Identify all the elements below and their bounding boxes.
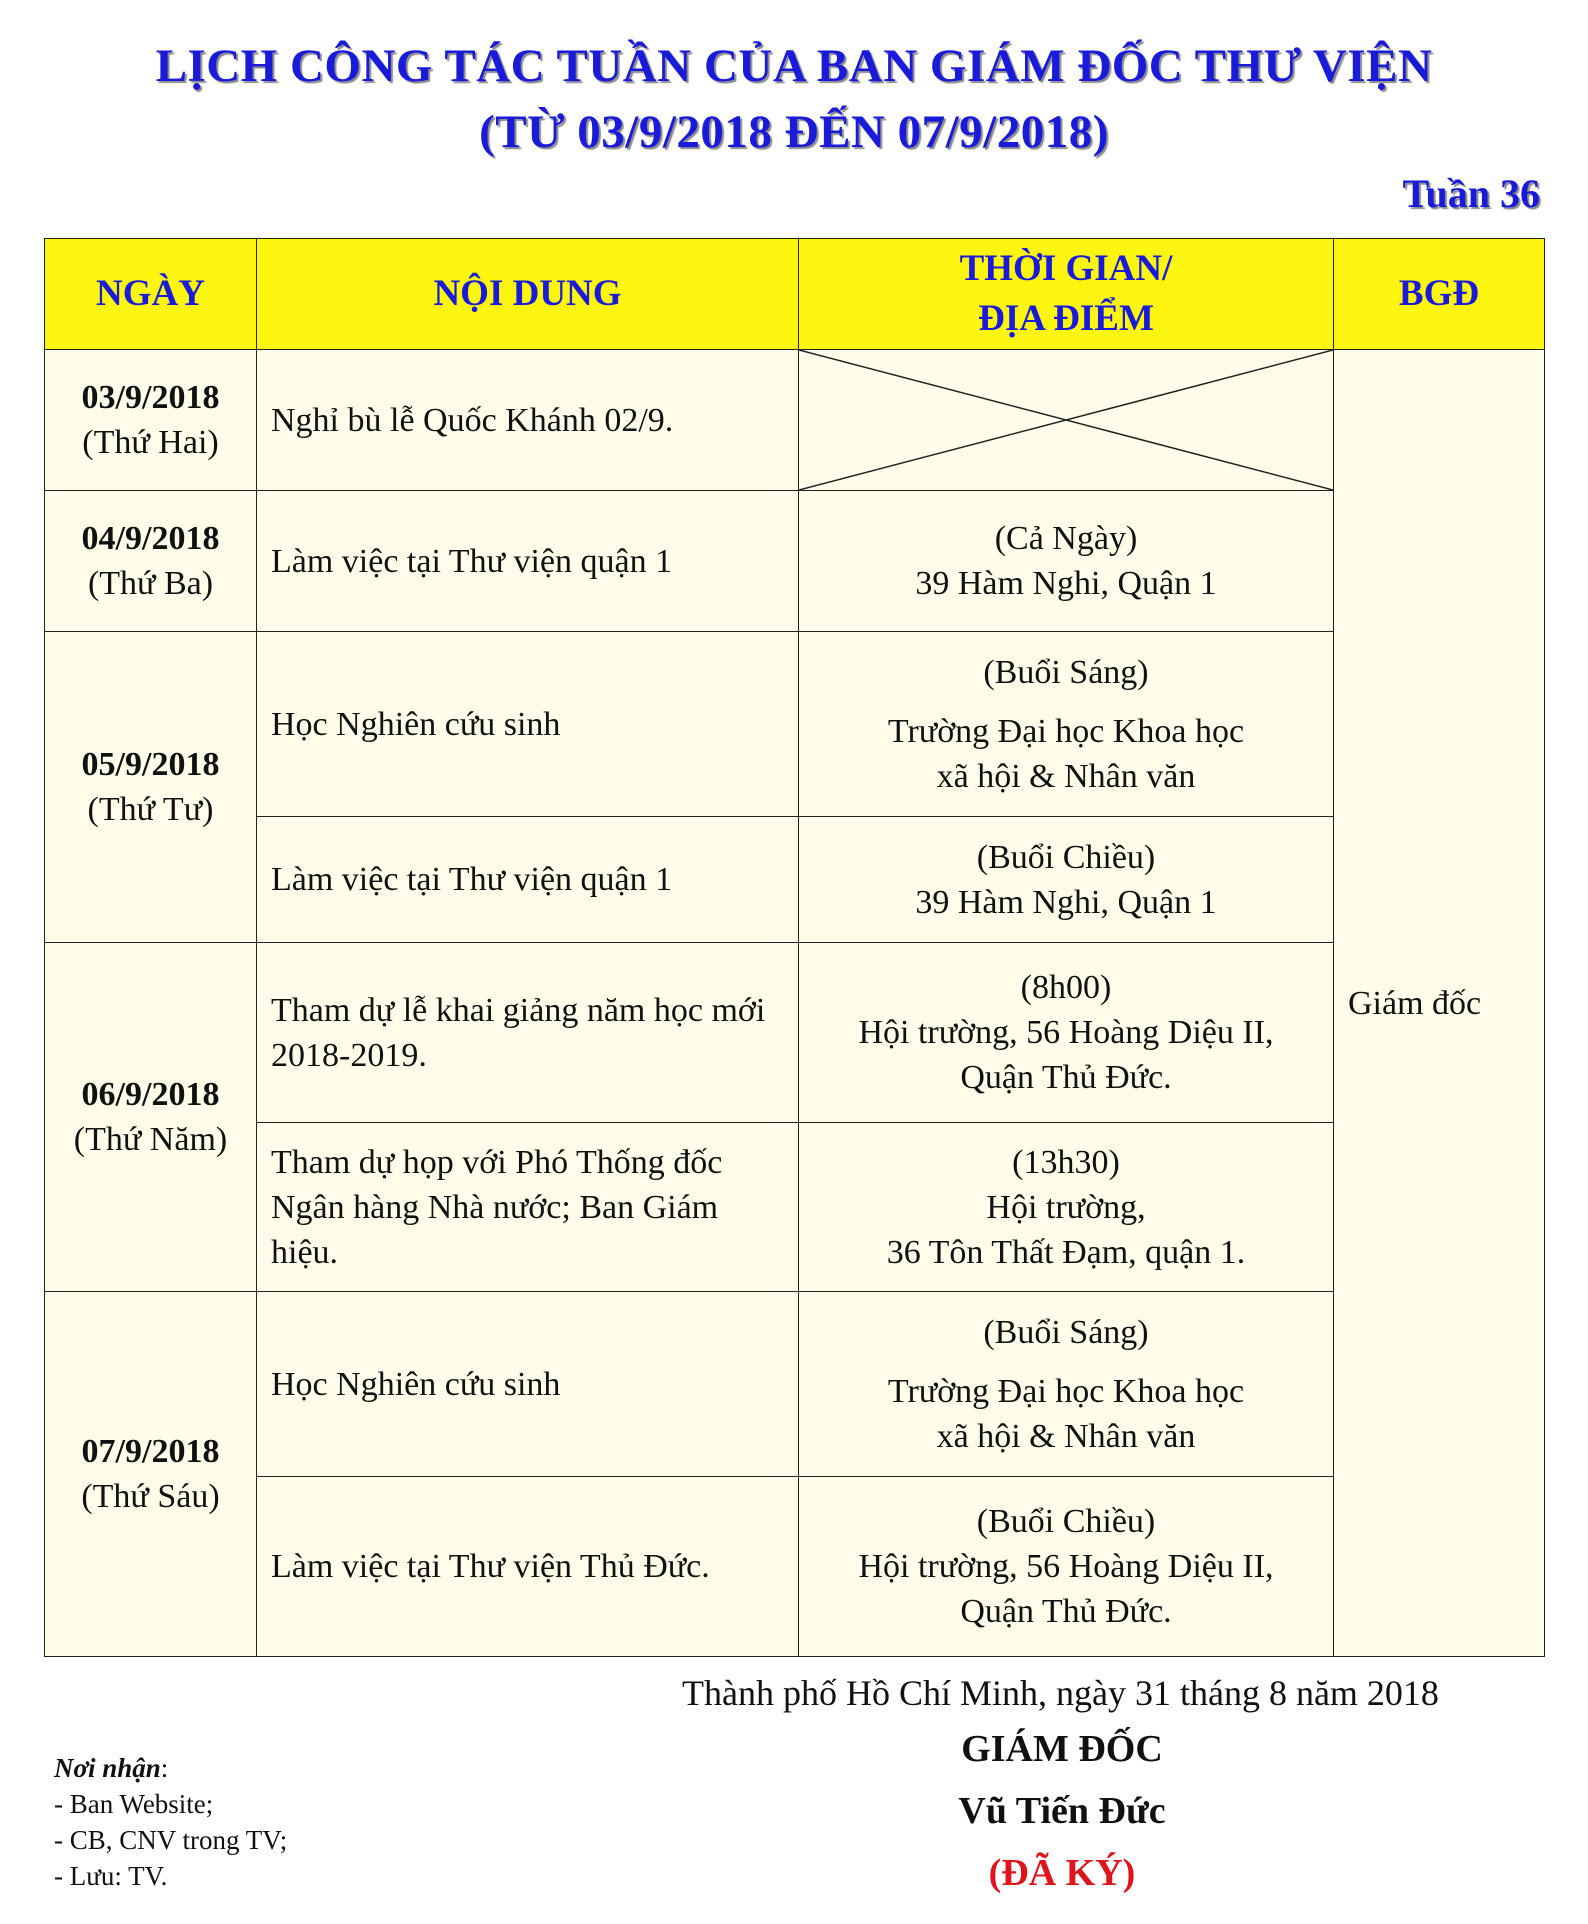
page-title: LỊCH CÔNG TÁC TUẦN CỦA BAN GIÁM ĐỐC THƯ VIỆN [155, 40, 1433, 92]
day-date: 05/9/2018 [81, 746, 220, 783]
day-date: 07/9/2018 [81, 1433, 220, 1470]
table-header-row [45, 239, 1545, 350]
day-weekday: (Thứ Hai) [82, 424, 219, 461]
cross-mark-icon [799, 350, 1333, 490]
time-line: (Buổi Sáng) [983, 653, 1149, 691]
day-date: 03/9/2018 [81, 379, 220, 416]
day-cell [45, 632, 257, 943]
day-weekday: (Thứ Sáu) [81, 1478, 220, 1515]
content-cell: Học Nghiên cứu sinh [257, 1292, 799, 1477]
day-cell [45, 943, 257, 1292]
signed-stamp: (ĐÃ KÝ) [988, 1852, 1136, 1894]
content-cell: Làm việc tại Thư viện quận 1 [257, 491, 799, 632]
table-row [45, 1123, 1545, 1292]
time-place-cell [799, 632, 1334, 817]
place-and-date: Thành phố Hồ Chí Minh, ngày 31 tháng 8 năm 2018 [682, 1673, 1439, 1713]
place-line: xã hội & Nhân văn [936, 757, 1196, 795]
column-header-bgd: BGĐ [1334, 239, 1545, 350]
place-line: Hội trường, 56 Hoàng Diệu II, [858, 1548, 1274, 1585]
time-line: (Buổi Chiều) [976, 838, 1156, 876]
column-header-content: NỘI DUNG [257, 239, 799, 350]
time-place-cell [799, 491, 1334, 632]
column-header-time-line1: THỜI GIAN/ [959, 248, 1173, 289]
time-place-cell [799, 1477, 1334, 1657]
content-cell: Tham dự lễ khai giảng năm học mới 2018-2019. [257, 943, 799, 1123]
time-place-cell [799, 1123, 1334, 1292]
signer-name: Vũ Tiến Đức [958, 1790, 1166, 1832]
place-line: xã hội & Nhân văn [936, 1417, 1196, 1455]
time-line: (13h30) [1012, 1143, 1120, 1181]
day-weekday: (Thứ Năm) [73, 1121, 228, 1158]
time-line: (8h00) [1020, 969, 1112, 1006]
content-cell: Học Nghiên cứu sinh [257, 632, 799, 817]
day-date: 06/9/2018 [81, 1076, 220, 1113]
content-cell: Làm việc tại Thư viện Thủ Đức. [257, 1477, 799, 1657]
content-cell: Làm việc tại Thư viện quận 1 [257, 817, 799, 943]
bgd-cell: Giám đốc [1334, 350, 1545, 1657]
place-line: Quận Thủ Đức. [960, 1059, 1172, 1096]
recipients-label: Nơi nhận [54, 1753, 161, 1783]
table-row [45, 632, 1545, 817]
time-place-cell [799, 943, 1334, 1123]
recipient-item: - CB, CNV trong TV; [54, 1825, 288, 1855]
week-number: Tuần 36 [1402, 171, 1540, 216]
day-weekday: (Thứ Ba) [87, 565, 214, 602]
place-line: 36 Tôn Thất Đạm, quận 1. [886, 1233, 1246, 1271]
day-date: 04/9/2018 [81, 520, 220, 557]
time-line: (Buổi Sáng) [983, 1313, 1149, 1351]
day-cell [45, 491, 257, 632]
time-place-cell [799, 1292, 1334, 1477]
day-cell [45, 350, 257, 491]
day-weekday: (Thứ Tư) [87, 791, 214, 828]
time-line: (Cả Ngày) [994, 520, 1138, 557]
place-line: 39 Hàm Nghi, Quận 1 [915, 565, 1217, 602]
place-line: Trường Đại học Khoa học [887, 712, 1245, 750]
table-row [45, 350, 1545, 491]
table-row [45, 1292, 1545, 1477]
recipient-item: - Ban Website; [54, 1789, 214, 1819]
table-row [45, 491, 1545, 632]
time-line: (Buổi Chiều) [976, 1503, 1156, 1540]
time-place-cell [799, 817, 1334, 943]
empty-crossed-cell [799, 350, 1334, 491]
signer-title: GIÁM ĐỐC [961, 1728, 1163, 1770]
place-line: Hội trường, [986, 1188, 1146, 1226]
place-line: 39 Hàm Nghi, Quận 1 [915, 883, 1217, 921]
table-row [45, 817, 1545, 943]
content-cell: Tham dự họp với Phó Thống đốc Ngân hàng Nhà nước; Ban Giám hiệu. [257, 1123, 799, 1292]
column-header-time-line2: ĐỊA ĐIỂM [978, 298, 1154, 339]
column-header-time-place [799, 239, 1334, 350]
place-line: Quận Thủ Đức. [960, 1593, 1172, 1630]
place-line: Trường Đại học Khoa học [887, 1372, 1245, 1410]
page-subtitle-date-range: (TỪ 03/9/2018 ĐẾN 07/9/2018) [479, 106, 1109, 158]
table-row [45, 1477, 1545, 1657]
content-cell: Nghỉ bù lễ Quốc Khánh 02/9. [257, 350, 799, 491]
place-line: Hội trường, 56 Hoàng Diệu II, [858, 1014, 1274, 1051]
schedule-table [44, 238, 1545, 1657]
recipient-item: - Lưu: TV. [54, 1861, 168, 1891]
table-row [45, 943, 1545, 1123]
column-header-day: NGÀY [45, 239, 257, 350]
day-cell [45, 1292, 257, 1657]
recipients-block: Nơi nhận: - Ban Website; - CB, CNV trong TV; - Lưu: TV. [54, 1750, 287, 1894]
